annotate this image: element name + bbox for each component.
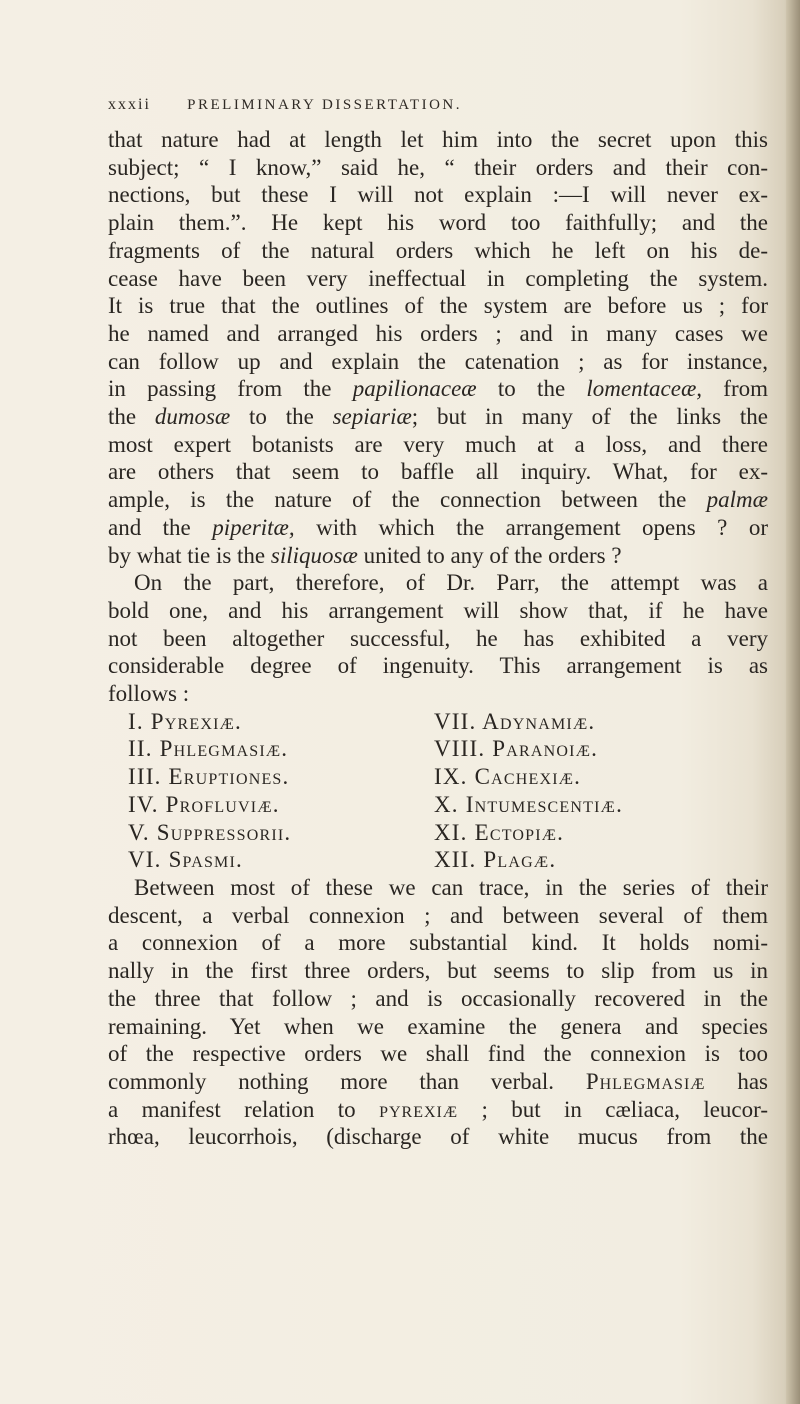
italic-term: siliquosæ bbox=[270, 542, 358, 568]
order-item: XII. Plagæ. bbox=[434, 847, 557, 873]
order-item: IV. Profluviæ. bbox=[128, 791, 280, 817]
text-line: of the respective orders we shall find the connexion is too bbox=[108, 1041, 768, 1067]
text-line: by what tie is the siliquosæ united to any of the orders ? bbox=[108, 542, 622, 568]
text-line: remaining. Yet when we examine the genera and species bbox=[108, 1013, 768, 1039]
italic-term: sepiariæ bbox=[332, 404, 412, 430]
text-line: in passing from the papilionaceæ to the lomentaceæ, from bbox=[108, 376, 768, 402]
text-line: that nature had at length let him into the secret upon this bbox=[108, 127, 768, 152]
text-line: most expert botanists are very much at a loss, and there bbox=[108, 431, 768, 457]
italic-term: papilionaceæ bbox=[352, 376, 477, 402]
order-item: I. Pyrexiæ. bbox=[128, 708, 243, 734]
orders-list bbox=[108, 708, 768, 874]
page-edge bbox=[786, 0, 800, 1404]
text-line: subject; “ I know,” said he, “ their orders and their con- bbox=[108, 154, 768, 180]
text-line: follows : bbox=[108, 681, 190, 707]
order-item: III. Eruptiones. bbox=[128, 764, 290, 790]
text-line: ample, is the nature of the connection between the palmæ bbox=[108, 487, 768, 513]
text-line: not been altogether successful, he has exhibited a very bbox=[108, 625, 768, 651]
text-line: the three that follow ; and is occasionally recovered in the bbox=[108, 985, 768, 1011]
text-line: the dumosæ to the sepiariæ; but in many of the links the bbox=[108, 404, 768, 430]
text-line: On the part, therefore, of Dr. Parr, the attempt was a bbox=[134, 570, 768, 596]
italic-term: lomentaceæ, bbox=[586, 376, 703, 402]
text-line: bold one, and his arrangement will show that, if he have bbox=[108, 597, 768, 623]
order-item: IX. Cachexiæ. bbox=[434, 764, 582, 790]
order-item: X. Intumescentiæ. bbox=[434, 791, 624, 817]
order-item: VII. Adynamiæ. bbox=[434, 708, 596, 734]
italic-term: palmæ bbox=[706, 487, 768, 513]
text-line: and the piperitæ, with which the arrangement opens ? or bbox=[108, 514, 768, 540]
text-line: nections, but these I will not explain :—I will never ex- bbox=[108, 182, 768, 208]
text-line: Between most of these we can trace, in the series of their bbox=[134, 874, 768, 900]
page-number: xxxii bbox=[108, 96, 151, 113]
running-head bbox=[108, 94, 708, 114]
text-line: fragments of the natural orders which he left on his de- bbox=[108, 237, 768, 263]
italic-term: piperitæ, bbox=[212, 514, 295, 540]
text-line: a connexion of a more substantial kind. It holds nomi- bbox=[108, 930, 768, 956]
order-item: VI. Spasmi. bbox=[128, 847, 243, 873]
small-caps-term: pyrexiæ bbox=[379, 1096, 459, 1122]
small-caps-term: Phlegmasiæ bbox=[585, 1068, 706, 1094]
italic-term: dumosæ bbox=[154, 404, 231, 430]
order-item: II. Phlegmasiæ. bbox=[128, 736, 289, 762]
text-line: commonly nothing more than verbal. Phlegmasiæ has bbox=[108, 1068, 768, 1094]
text-line: he named and arranged his orders ; and in many cases we bbox=[108, 320, 768, 346]
text-line: It is true that the outlines of the system are before us ; for bbox=[108, 293, 768, 319]
text-line: descent, a verbal connexion ; and between several of them bbox=[108, 902, 768, 928]
running-title: PRELIMINARY DISSERTATION. bbox=[187, 97, 462, 113]
order-item: V. Suppressorii. bbox=[128, 819, 292, 845]
text-line: considerable degree of ingenuity. This arrangement is as bbox=[108, 653, 768, 679]
text-line: a manifest relation to pyrexiæ ; but in cæliaca, leucor- bbox=[108, 1096, 769, 1122]
order-item: VIII. Paranoiæ. bbox=[434, 736, 599, 762]
text-line: nally in the first three orders, but seems to slip from us in bbox=[108, 958, 768, 984]
text-line: cease have been very ineffectual in completing the system. bbox=[108, 265, 768, 291]
order-item: XI. Ectopiæ. bbox=[434, 819, 565, 845]
text-line: are others that seem to baffle all inquiry. What, for ex- bbox=[108, 459, 768, 485]
text-line: can follow up and explain the catenation ; as for instance, bbox=[108, 348, 768, 374]
body-text bbox=[108, 126, 768, 1151]
text-line: rhœa, leucorrhois, (discharge of white mucus from the bbox=[108, 1124, 768, 1150]
text-line: plain them.”. He kept his word too faithfully; and the bbox=[108, 210, 768, 236]
